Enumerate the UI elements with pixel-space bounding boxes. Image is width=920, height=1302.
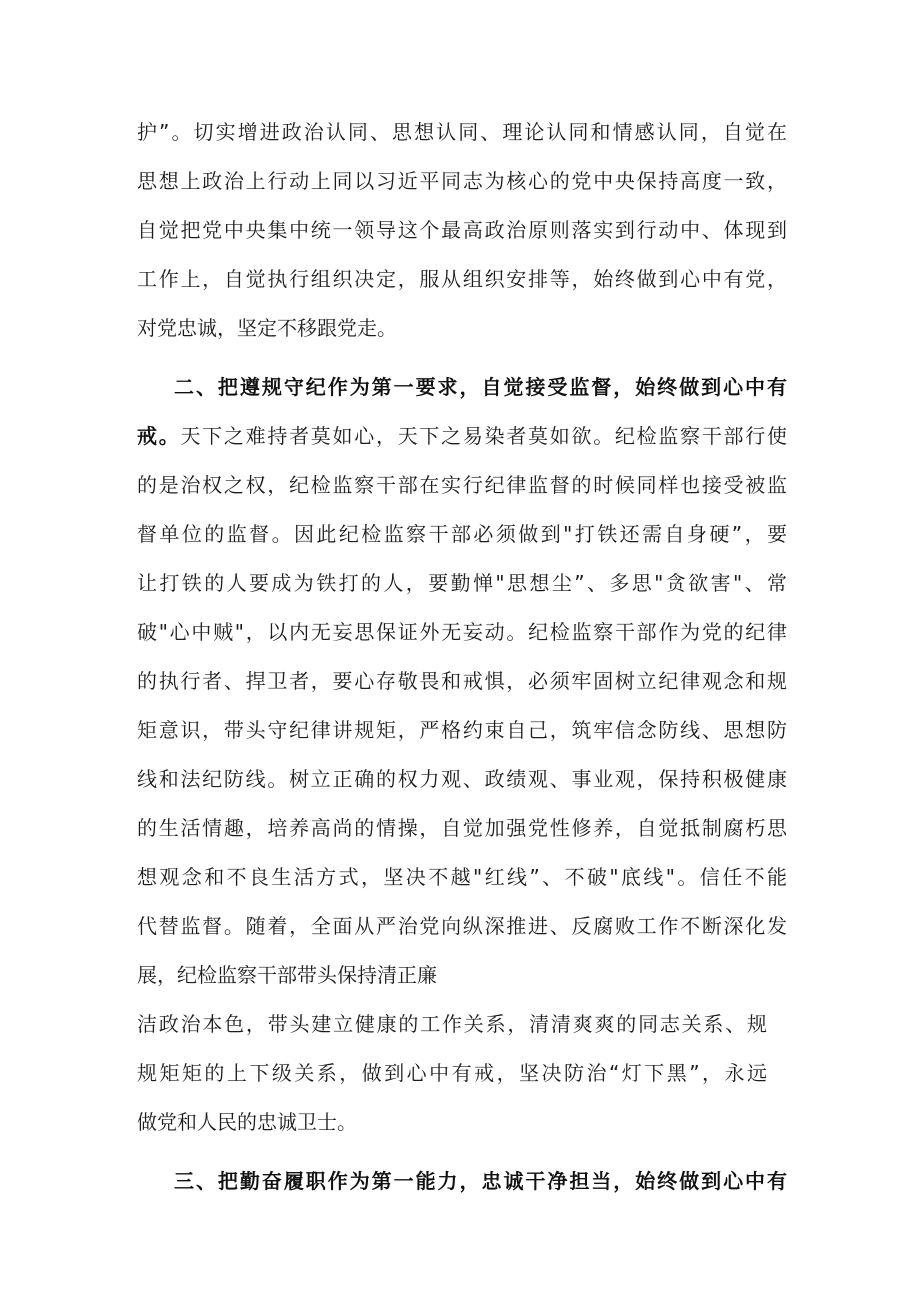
paragraph-2-line-3: 督单位的监督。因此纪检监察干部必须做到"打铁还需自身硬”，要 [137,522,787,546]
paragraph-2-line-13: 洁政治本色，带头建立健康的工作关系，清清爽爽的同志关系、规 [137,1012,767,1036]
paragraph-2-line-2: 的是治权之权，纪检监察干部在实行纪律监督的时候同样也接受被监 [137,473,787,497]
section-2-heading-tail: 戒。 [137,424,181,448]
paragraph-2-line-15: 做党和人民的忠诚卫士。 [137,1110,357,1134]
section-3-heading: 三、把勤奋履职作为第一能力，忠诚干净担当，始终做到心中有 [174,1169,787,1193]
paragraph-1-line-5: 对党忠诚，坚定不移跟党走。 [137,316,397,340]
paragraph-1-line-4: 工作上，自觉执行组织决定，服从组织安排等，始终做到心中有党， [137,267,787,291]
paragraph-1-line-1: 护”。切实增进政治认同、思想认同、理论认同和情感认同，自觉在 [137,120,787,144]
paragraph-2-line-12: 展，纪检监察干部带头保持清正廉 [137,963,437,987]
paragraph-2-line-10: 想观念和不良生活方式，坚决不越"红线”、不破"底线"。信任不能 [137,865,787,889]
paragraph-2-line-9: 的生活情趣，培养高尚的情操，自觉加强党性修养，自觉抵制腐朽思 [137,816,787,840]
paragraph-1-line-3: 自觉把党中央集中统一领导这个最高政治原则落实到行动中、体现到 [137,218,787,242]
paragraph-1-line-2: 思想上政治上行动上同以习近平同志为核心的党中央保持高度一致， [137,169,787,193]
paragraph-2-line-4: 让打铁的人要成为铁打的人，要勤惮"思想尘”、多思"贪欲害"、常 [137,571,787,595]
paragraph-2-line-1 [137,416,787,456]
paragraph-2-line-6: 的执行者、捍卫者，要心存敬畏和戒惧，必须牢固树立纪律观念和规 [137,669,787,693]
paragraph-2-line-14: 规矩矩的上下级关系，做到心中有戒，坚决防治“灯下黑”，永远 [137,1061,767,1085]
paragraph-2-line-5: 破"心中贼"，以内无妄思保证外无妄动。纪检监察干部作为党的纪律 [137,620,787,644]
paragraph-2-line-11: 代替监督。随着，全面从严治党向纵深推进、反腐败工作不断深化发 [137,914,787,938]
paragraph-2-line-8: 线和法纪防线。树立正确的权力观、政绩观、事业观，保持积极健康 [137,767,787,791]
section-2-heading: 二、把遵规守纪作为第一要求，自觉接受监督，始终做到心中有 [174,375,787,399]
paragraph-2-line-7: 矩意识，带头守纪律讲规矩，严格约束自己，筑牢信念防线、思想防 [137,718,787,742]
paragraph-2-line-1-text: 天下之难持者莫如心，天下之易染者莫如欲。纪检监察干部行使 [180,424,788,448]
